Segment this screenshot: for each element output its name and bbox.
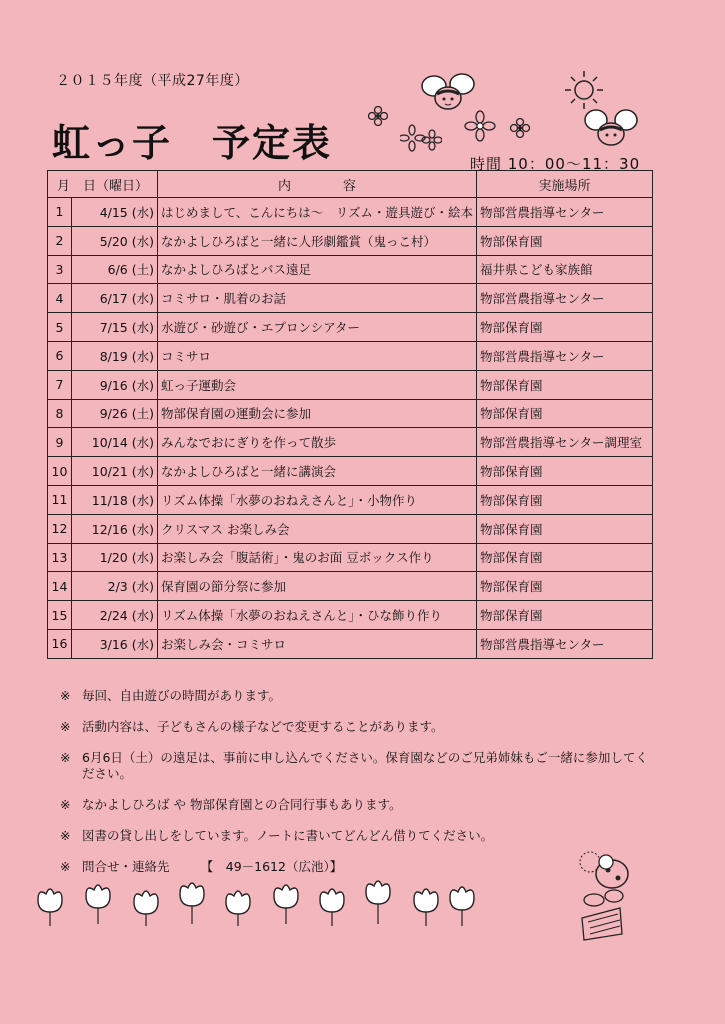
row-place: 物部保育園 <box>477 226 653 255</box>
row-content: コミサロ <box>158 341 477 370</box>
row-number: 6 <box>48 341 72 370</box>
row-number: 8 <box>48 399 72 428</box>
row-content: コミサロ・肌着のお話 <box>158 284 477 313</box>
row-place: 物部営農指導センター <box>477 341 653 370</box>
row-number: 1 <box>48 198 72 227</box>
note-mark: ※ <box>60 719 71 734</box>
row-content: 物部保育園の運動会に参加 <box>158 399 477 428</box>
table-row <box>48 284 653 313</box>
table-row <box>48 514 653 543</box>
row-number: 13 <box>48 543 72 572</box>
row-content: クリスマス お楽しみ会 <box>158 514 477 543</box>
table-row <box>48 198 653 227</box>
time-label: 時間 10：00～11：30 <box>470 155 641 173</box>
ladybug-icon <box>560 848 640 944</box>
row-date: 11/18 (水) <box>72 485 158 514</box>
note-text: 活動内容は、子どもさんの様子などで変更することがあります。 <box>82 719 444 734</box>
row-content: はじめまして、こんにちは～ リズム・遊具遊び・絵本 <box>158 198 477 227</box>
note-text: 6月6日（土）の遠足は、事前に申し込んでください。保育園などのご兄弟姉妹もご一緒に参加してください。 <box>82 750 648 781</box>
header-date: 月 日（曜日） <box>48 171 158 198</box>
table-row <box>48 457 653 486</box>
row-place: 物部保育園 <box>477 457 653 486</box>
row-place: 物部保育園 <box>477 313 653 342</box>
row-content: お楽しみ会「腹話術」・鬼のお面 豆ボックス作り <box>158 543 477 572</box>
row-content: なかよしひろばと一緒に講演会 <box>158 457 477 486</box>
note-item <box>60 750 660 782</box>
table-row <box>48 255 653 284</box>
row-date: 6/6 (土) <box>72 255 158 284</box>
row-place: 物部保育園 <box>477 370 653 399</box>
flower-icon <box>510 118 530 138</box>
row-number: 11 <box>48 485 72 514</box>
row-content: お楽しみ会・コミサロ <box>158 629 477 658</box>
row-date: 1/20 (水) <box>72 543 158 572</box>
flower-icon <box>368 106 388 126</box>
note-text: 毎回、自由遊びの時間があります。 <box>82 688 282 703</box>
row-place: 物部営農指導センター <box>477 284 653 313</box>
row-place: 物部保育園 <box>477 399 653 428</box>
row-date: 5/20 (水) <box>72 226 158 255</box>
row-content: 虹っ子運動会 <box>158 370 477 399</box>
row-date: 3/16 (水) <box>72 629 158 658</box>
tulip-icon <box>30 880 480 930</box>
table-row <box>48 226 653 255</box>
row-content: なかよしひろばと一緒に人形劇鑑賞（鬼っこ村） <box>158 226 477 255</box>
row-place: 物部保育園 <box>477 514 653 543</box>
row-content: みんなでおにぎりを作って散歩 <box>158 428 477 457</box>
row-number: 3 <box>48 255 72 284</box>
table-row <box>48 543 653 572</box>
row-date: 9/26 (土) <box>72 399 158 428</box>
row-number: 4 <box>48 284 72 313</box>
note-text: 問合せ・連絡先 【 49－1612（広池）】 <box>82 859 343 874</box>
row-content: 水遊び・砂遊び・エプロンシアター <box>158 313 477 342</box>
row-content: リズム体操「水夢のおねえさんと」・小物作り <box>158 485 477 514</box>
row-place: 物部保育園 <box>477 543 653 572</box>
row-date: 9/16 (水) <box>72 370 158 399</box>
table-row <box>48 428 653 457</box>
table-row <box>48 601 653 630</box>
row-content: なかよしひろばとバス遠足 <box>158 255 477 284</box>
row-number: 7 <box>48 370 72 399</box>
row-number: 12 <box>48 514 72 543</box>
fiscal-year: ２０１５年度（平成27年度） <box>56 73 249 89</box>
table-row <box>48 341 653 370</box>
row-place: 物部営農指導センター調理室 <box>477 428 653 457</box>
row-place: 物部保育園 <box>477 601 653 630</box>
flower-icon <box>400 124 442 154</box>
row-content: リズム体操「水夢のおねえさんと」・ひな飾り作り <box>158 601 477 630</box>
row-date: 6/17 (水) <box>72 284 158 313</box>
row-number: 5 <box>48 313 72 342</box>
table-row <box>48 629 653 658</box>
row-date: 2/3 (水) <box>72 572 158 601</box>
row-date: 8/19 (水) <box>72 341 158 370</box>
row-date: 2/24 (水) <box>72 601 158 630</box>
row-date: 12/16 (水) <box>72 514 158 543</box>
row-number: 9 <box>48 428 72 457</box>
row-place: 物部保育園 <box>477 485 653 514</box>
row-date: 4/15 (水) <box>72 198 158 227</box>
flower-icon <box>464 110 496 142</box>
header-content: 内 容 <box>158 171 477 198</box>
row-date: 10/14 (水) <box>72 428 158 457</box>
note-text: 図書の貸し出しをしています。ノートに書いてどんどん借りてください。 <box>82 828 494 843</box>
note-mark: ※ <box>60 797 71 812</box>
row-date: 10/21 (水) <box>72 457 158 486</box>
page-title: 虹っ子 予定表 <box>52 121 333 165</box>
row-place: 福井県こども家族館 <box>477 255 653 284</box>
row-number: 10 <box>48 457 72 486</box>
note-item <box>60 719 660 735</box>
note-mark: ※ <box>60 828 71 843</box>
row-number: 16 <box>48 629 72 658</box>
row-place: 物部保育園 <box>477 572 653 601</box>
table-row <box>48 485 653 514</box>
row-number: 2 <box>48 226 72 255</box>
note-item <box>60 688 660 704</box>
table-row <box>48 370 653 399</box>
row-date: 7/15 (水) <box>72 313 158 342</box>
note-mark: ※ <box>60 859 71 874</box>
table-row <box>48 572 653 601</box>
table-header-row <box>48 171 653 198</box>
note-item <box>60 797 660 813</box>
row-content: 保育園の節分祭に参加 <box>158 572 477 601</box>
note-mark: ※ <box>60 750 71 765</box>
table-row <box>48 399 653 428</box>
table-row <box>48 313 653 342</box>
note-mark: ※ <box>60 688 71 703</box>
note-item <box>60 828 660 844</box>
bee-icon <box>582 102 640 154</box>
note-text: なかよしひろば や 物部保育園との合同行事もあります。 <box>82 797 402 812</box>
schedule-table <box>47 170 653 659</box>
header-place: 実施場所 <box>477 171 653 198</box>
row-number: 15 <box>48 601 72 630</box>
row-place: 物部営農指導センター <box>477 629 653 658</box>
row-place: 物部営農指導センター <box>477 198 653 227</box>
row-number: 14 <box>48 572 72 601</box>
